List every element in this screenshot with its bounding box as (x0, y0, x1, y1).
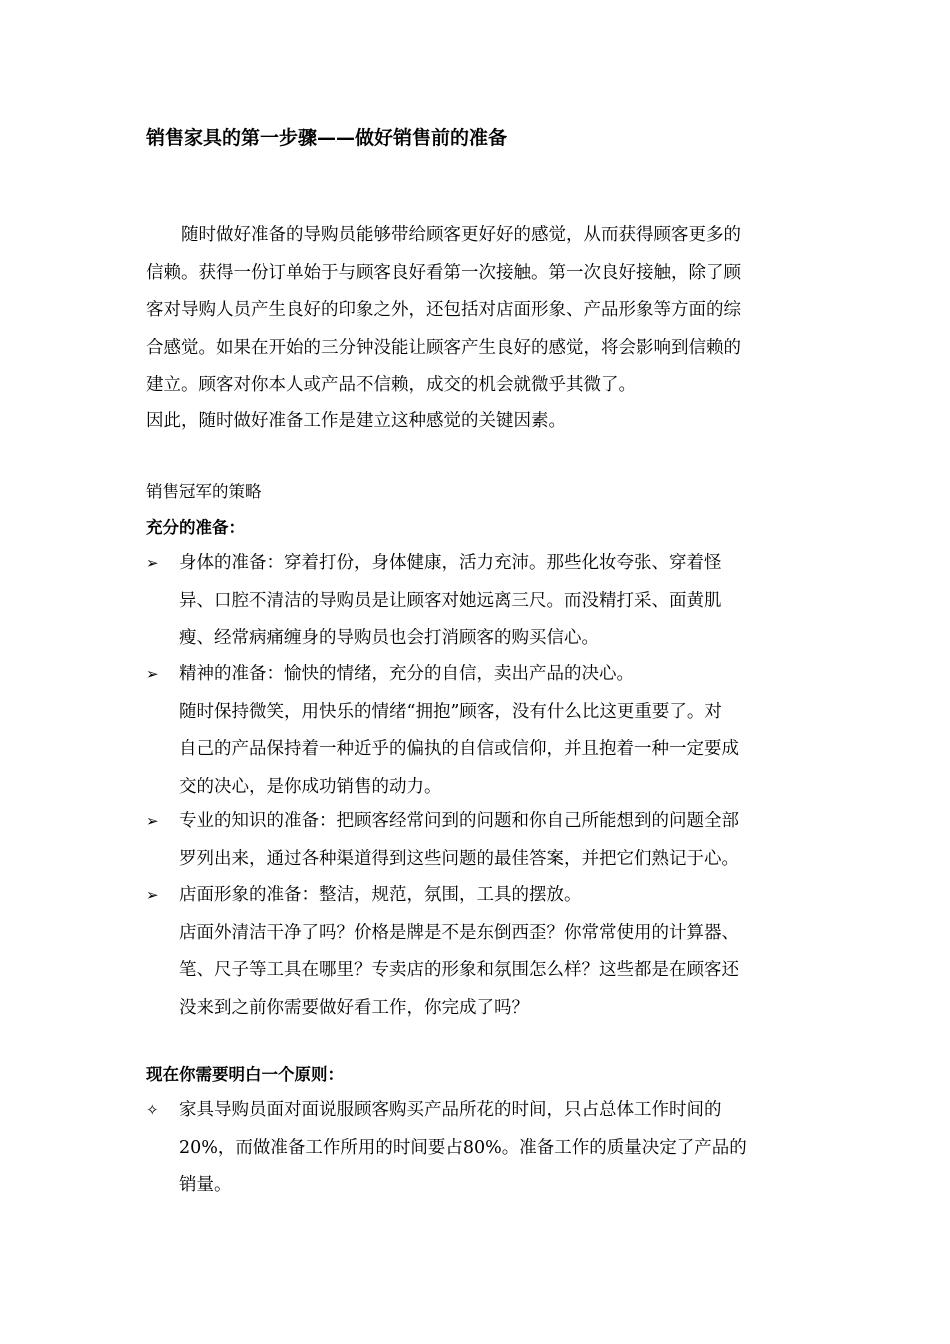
strategy-item-line: 瘦、经常病痛缠身的导购员也会打消顾客的购买信心。 (179, 628, 599, 648)
intro-line: 客对导购人员产生良好的印象之外，还包括对店面形象、产品形象等方面的综 (146, 300, 741, 320)
strategy-item-line: 身体的准备：穿着打份，身体健康，活力充沛。那些化妆夸张、穿着怪 (179, 553, 722, 573)
strategy-item-line: 没来到之前你需要做好看工作，你完成了吗？ (179, 997, 529, 1018)
strategy-item-text (179, 877, 739, 1027)
intro-conclusion: 因此，随时做好准备工作是建立这种感觉的关键因素。 (146, 411, 566, 431)
intro-line: 建立。顾客对你本人或产品不信赖，成交的机会就微乎其微了。 (146, 375, 636, 395)
intro-line: 合感觉。如果在开始的三分钟没能让顾客产生良好的感觉，将会影响到信赖的 (146, 337, 741, 358)
strategy-item-line: 异、口腔不清洁的导购员是让顾客对她远离三尺。而没精打采、面黄肌 (179, 590, 722, 611)
strategy-item-text (179, 545, 722, 658)
arrow-bullet-icon: ➢ (146, 554, 159, 572)
principle-item-line: 20%，而做准备工作所用的时间要占80%。准备工作的质量决定了产品的 (179, 1137, 747, 1158)
intro-paragraph (146, 217, 806, 405)
principle-item-line: 家具导购员面对面说服顾客购买产品所花的时间，只占总体工作时间的 (179, 1100, 722, 1120)
intro-line: 信赖。获得一份订单始于与顾客良好看第一次接触。第一次良好接触，除了顾 (146, 262, 741, 283)
document-title: 销售家具的第一步骤——做好销售前的准备 (146, 127, 508, 149)
strategy-item-text (179, 803, 739, 878)
strategy-subheading: 充分的准备： (146, 518, 245, 537)
strategy-heading: 销售冠军的策略 (146, 482, 262, 501)
intro-line: 随时做好准备的导购员能够带给顾客更好好的感觉，从而获得顾客更多的 (181, 225, 741, 245)
principle-item-text (179, 1092, 747, 1205)
strategy-item-line: 精神的准备：愉快的情绪，充分的自信，卖出产品的决心。 (179, 664, 634, 684)
strategy-item-line: 店面形象的准备：整洁，规范，氛围，工具的摆放。 (179, 885, 582, 905)
strategy-item-line: 随时保持微笑，用快乐的情绪“拥抱”顾客，没有什么比这更重要了。对 (179, 701, 722, 722)
strategy-item-line: 交的决心，是你成功销售的动力。 (179, 776, 442, 797)
strategy-item-line: 笔、尺子等工具在哪里？专卖店的形象和氛围怎么样？这些都是在顾客还 (179, 960, 739, 980)
strategy-item-line: 自己的产品保持着一种近乎的偏执的自信或信仰，并且抱着一种一定要成 (179, 739, 739, 759)
strategy-item-line: 专业的知识的准备：把顾客经常问到的问题和你自己所能想到的问题全部 (179, 811, 739, 831)
arrow-bullet-icon: ➢ (146, 665, 159, 683)
strategy-item-text (179, 656, 739, 806)
star-bullet-icon: ✧ (146, 1101, 159, 1119)
strategy-item-line: 罗列出来，通过各种渠道得到这些问题的最佳答案，并把它们熟记于心。 (179, 848, 739, 869)
strategy-item-line: 店面外清洁干净了吗？价格是牌是不是东倒西歪？你常常使用的计算器、 (179, 922, 739, 943)
principle-heading: 现在你需要明白一个原则： (146, 1065, 344, 1084)
principle-item-line: 销量。 (179, 1175, 232, 1195)
arrow-bullet-icon: ➢ (146, 812, 159, 830)
arrow-bullet-icon: ➢ (146, 886, 159, 904)
